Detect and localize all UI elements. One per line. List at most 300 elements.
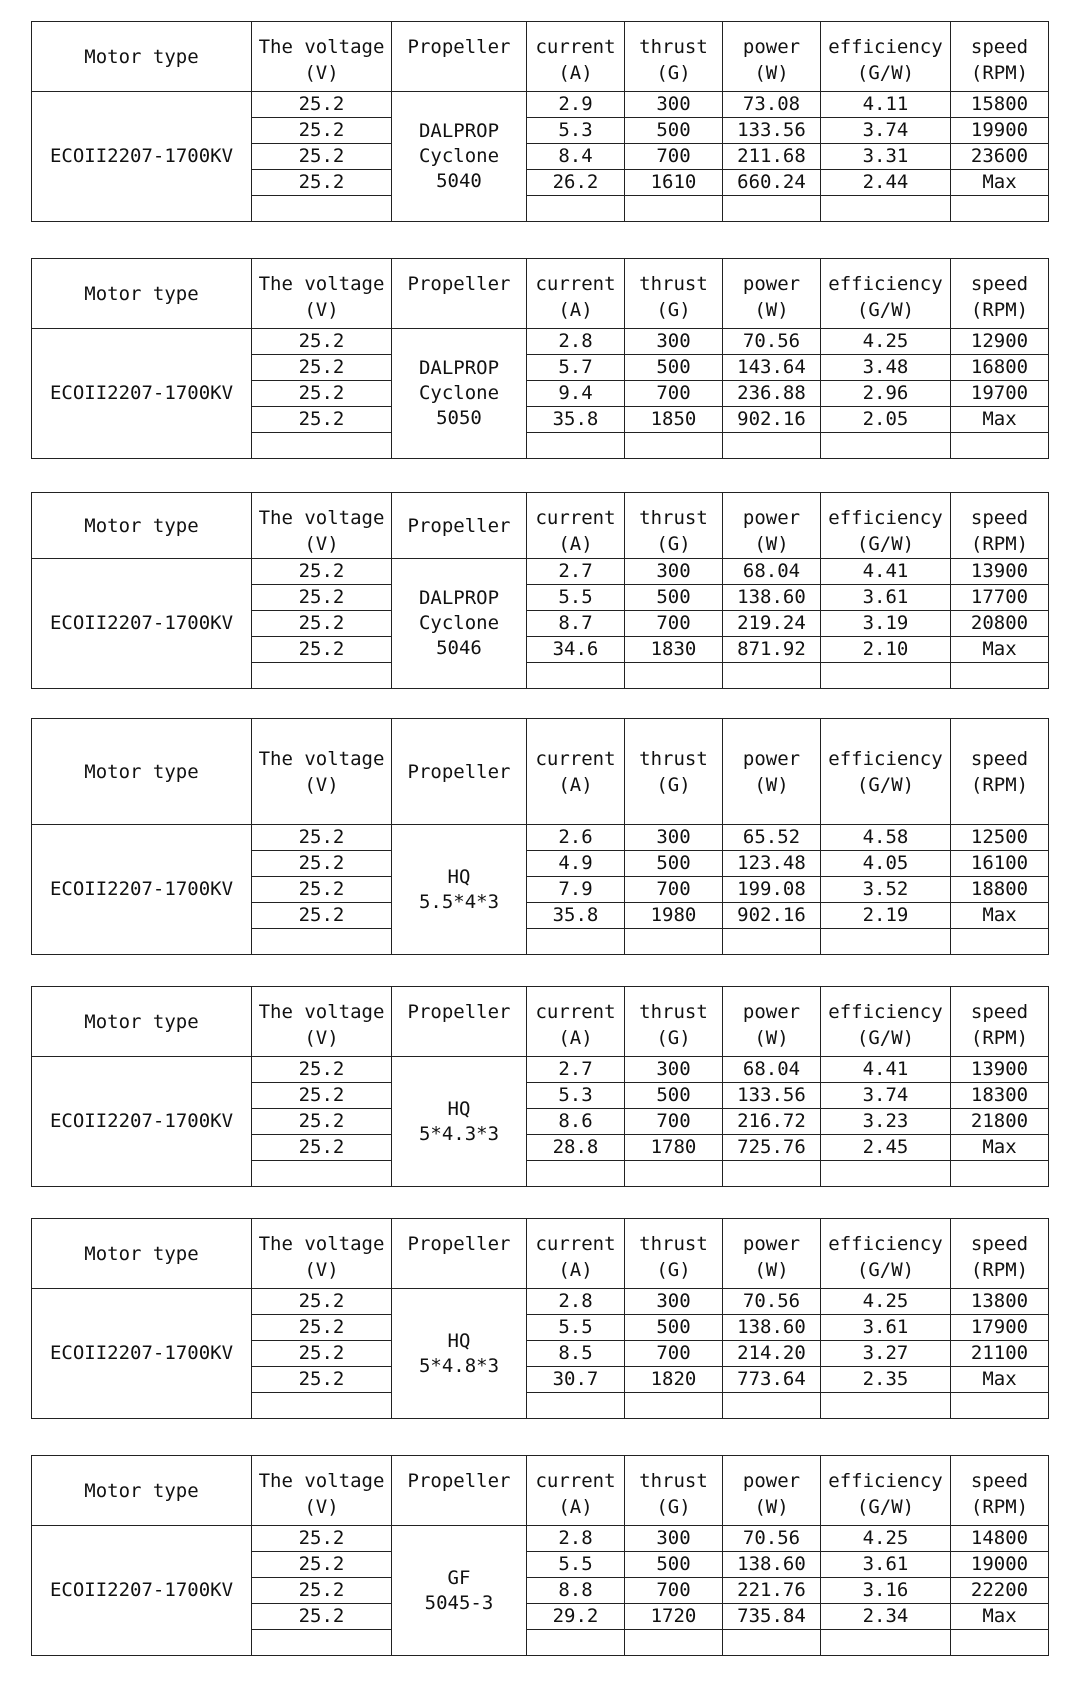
motor-model: ECOII2207-1700KV (32, 92, 252, 222)
efficiency-header (821, 1219, 951, 1289)
thrust-cell: 500 (625, 851, 723, 877)
thrust-cell: 300 (625, 329, 723, 355)
motor-model: ECOII2207-1700KV (32, 559, 252, 689)
speed-cell (951, 433, 1049, 459)
thrust-cell: 1980 (625, 903, 723, 929)
header-text: (G/W) (856, 1027, 915, 1049)
header-text: (G) (656, 299, 691, 321)
header-text: current (535, 1001, 616, 1023)
header-text: current (535, 1470, 616, 1492)
power-cell: 138.60 (723, 585, 821, 611)
speed-cell: 12500 (951, 825, 1049, 851)
motor-type-header (32, 22, 252, 92)
header-text: Propeller (407, 36, 511, 58)
header-text: (RPM) (970, 1027, 1029, 1049)
speed-cell: 18300 (951, 1083, 1049, 1109)
current-cell: 2.8 (527, 1526, 625, 1552)
speed-cell: 15800 (951, 92, 1049, 118)
thrust-cell: 700 (625, 1341, 723, 1367)
current-header (527, 259, 625, 329)
motor-type-header (32, 987, 252, 1057)
efficiency-header (821, 493, 951, 559)
current-cell: 2.9 (527, 92, 625, 118)
propeller-header (392, 987, 527, 1057)
efficiency-cell (821, 663, 951, 689)
header-text: (V) (304, 1259, 339, 1281)
voltage-header (252, 1219, 392, 1289)
thrust-cell: 1610 (625, 170, 723, 196)
voltage-cell: 25.2 (252, 1367, 392, 1393)
thrust-cell (625, 1630, 723, 1656)
header-text: efficiency (828, 747, 943, 770)
header-text: power (742, 1470, 801, 1492)
current-header (527, 987, 625, 1057)
power-cell: 65.52 (723, 825, 821, 851)
current-cell: 2.7 (527, 559, 625, 585)
header-text: power (742, 1233, 801, 1255)
speed-cell: 20800 (951, 611, 1049, 637)
header-text: (A) (558, 1259, 593, 1281)
efficiency-cell: 2.45 (821, 1135, 951, 1161)
header-text: Propeller (407, 1001, 511, 1023)
speed-cell: Max (951, 407, 1049, 433)
current-header (527, 493, 625, 559)
efficiency-header (821, 987, 951, 1057)
propeller-text: 5040 (436, 170, 482, 192)
voltage-header (252, 22, 392, 92)
header-text: (W) (754, 1259, 789, 1281)
header-text: (A) (558, 533, 593, 555)
speed-header (951, 493, 1049, 559)
efficiency-cell: 3.61 (821, 585, 951, 611)
power-cell: 236.88 (723, 381, 821, 407)
thrust-cell: 500 (625, 1315, 723, 1341)
header-text: (W) (754, 62, 789, 84)
motor-test-table (31, 21, 1049, 222)
power-cell: 199.08 (723, 877, 821, 903)
power-cell: 133.56 (723, 118, 821, 144)
power-cell: 133.56 (723, 1083, 821, 1109)
propeller-model (392, 1289, 527, 1419)
power-cell: 735.84 (723, 1604, 821, 1630)
speed-header (951, 987, 1049, 1057)
current-cell: 5.3 (527, 1083, 625, 1109)
header-text: thrust (639, 747, 708, 770)
header-text: (A) (558, 299, 593, 321)
propeller-text: 5046 (436, 637, 482, 659)
efficiency-cell: 2.96 (821, 381, 951, 407)
power-cell: 73.08 (723, 92, 821, 118)
efficiency-header (821, 1456, 951, 1526)
efficiency-cell: 4.41 (821, 559, 951, 585)
efficiency-cell: 4.58 (821, 825, 951, 851)
thrust-cell: 300 (625, 559, 723, 585)
speed-cell: 14800 (951, 1526, 1049, 1552)
header-text: (G) (656, 62, 691, 84)
power-header (723, 22, 821, 92)
efficiency-header (821, 719, 951, 825)
efficiency-cell: 2.10 (821, 637, 951, 663)
power-cell: 211.68 (723, 144, 821, 170)
header-text: (G) (656, 1259, 691, 1281)
header-text: current (535, 507, 616, 529)
current-header (527, 22, 625, 92)
efficiency-cell (821, 929, 951, 955)
voltage-cell: 25.2 (252, 611, 392, 637)
header-text: speed (970, 747, 1029, 770)
efficiency-cell: 3.48 (821, 355, 951, 381)
power-cell: 660.24 (723, 170, 821, 196)
efficiency-cell: 3.27 (821, 1341, 951, 1367)
propeller-model (392, 559, 527, 689)
speed-header (951, 22, 1049, 92)
current-cell: 8.4 (527, 144, 625, 170)
header-row (32, 1219, 1049, 1289)
header-text: Motor type (84, 514, 199, 537)
speed-cell: 17700 (951, 585, 1049, 611)
voltage-cell: 25.2 (252, 1578, 392, 1604)
header-text: thrust (639, 273, 708, 295)
header-text: Motor type (84, 1010, 199, 1033)
voltage-cell: 25.2 (252, 92, 392, 118)
header-text: power (742, 36, 801, 58)
efficiency-cell (821, 1393, 951, 1419)
header-text: (A) (558, 1027, 593, 1049)
efficiency-cell (821, 1630, 951, 1656)
power-cell: 138.60 (723, 1315, 821, 1341)
power-cell (723, 1630, 821, 1656)
motor-model: ECOII2207-1700KV (32, 825, 252, 955)
speed-header (951, 1219, 1049, 1289)
speed-cell: 13900 (951, 559, 1049, 585)
header-text: Propeller (407, 1233, 511, 1255)
thrust-cell: 1850 (625, 407, 723, 433)
header-row (32, 719, 1049, 825)
speed-cell: 16800 (951, 355, 1049, 381)
thrust-cell: 700 (625, 877, 723, 903)
thrust-cell: 1830 (625, 637, 723, 663)
propeller-header (392, 1219, 527, 1289)
efficiency-header (821, 22, 951, 92)
efficiency-cell: 3.74 (821, 118, 951, 144)
speed-header (951, 1456, 1049, 1526)
table-row (32, 1526, 1049, 1552)
motor-test-table (31, 718, 1049, 955)
header-text: (A) (558, 773, 593, 796)
propeller-model (392, 825, 527, 955)
efficiency-cell: 2.35 (821, 1367, 951, 1393)
voltage-cell: 25.2 (252, 1289, 392, 1315)
current-cell: 5.5 (527, 585, 625, 611)
thrust-header (625, 22, 723, 92)
current-header (527, 1219, 625, 1289)
voltage-cell: 25.2 (252, 637, 392, 663)
voltage-cell: 25.2 (252, 1315, 392, 1341)
efficiency-cell: 3.74 (821, 1083, 951, 1109)
motor-model: ECOII2207-1700KV (32, 1057, 252, 1187)
propeller-text: 5*4.3*3 (418, 1122, 500, 1145)
current-cell: 2.8 (527, 329, 625, 355)
power-header (723, 259, 821, 329)
header-text: power (742, 1001, 801, 1023)
header-text: (W) (754, 533, 789, 555)
power-cell (723, 1393, 821, 1419)
voltage-cell (252, 1393, 392, 1419)
power-cell: 138.60 (723, 1552, 821, 1578)
header-text: (V) (304, 533, 339, 555)
header-text: (W) (754, 1027, 789, 1049)
header-text: (G/W) (856, 299, 915, 321)
thrust-cell (625, 929, 723, 955)
thrust-cell: 500 (625, 1552, 723, 1578)
voltage-header (252, 493, 392, 559)
efficiency-cell: 4.41 (821, 1057, 951, 1083)
voltage-cell (252, 1161, 392, 1187)
propeller-text: 5050 (436, 407, 482, 429)
header-text: Motor type (84, 760, 199, 783)
efficiency-cell: 2.34 (821, 1604, 951, 1630)
header-text: thrust (639, 1001, 708, 1023)
voltage-cell: 25.2 (252, 1135, 392, 1161)
efficiency-cell: 2.19 (821, 903, 951, 929)
efficiency-cell: 3.61 (821, 1552, 951, 1578)
voltage-cell (252, 433, 392, 459)
voltage-cell (252, 929, 392, 955)
thrust-header (625, 987, 723, 1057)
propeller-text: GF (447, 1566, 471, 1589)
propeller-text: Cyclone (418, 145, 500, 167)
header-text: (V) (304, 1027, 339, 1049)
header-text: (RPM) (970, 1496, 1029, 1518)
header-text: current (535, 36, 616, 58)
header-text: Propeller (407, 273, 511, 295)
current-header (527, 1456, 625, 1526)
voltage-cell: 25.2 (252, 118, 392, 144)
power-cell: 214.20 (723, 1341, 821, 1367)
header-text: speed (970, 507, 1029, 529)
current-cell: 8.8 (527, 1578, 625, 1604)
header-text: The voltage (258, 507, 385, 529)
thrust-cell (625, 433, 723, 459)
current-cell: 2.6 (527, 825, 625, 851)
voltage-cell: 25.2 (252, 903, 392, 929)
efficiency-cell: 2.44 (821, 170, 951, 196)
voltage-cell: 25.2 (252, 851, 392, 877)
header-text: (A) (558, 1496, 593, 1518)
current-cell: 5.5 (527, 1315, 625, 1341)
power-header (723, 987, 821, 1057)
header-text: (G) (656, 1496, 691, 1518)
propeller-text: DALPROP (418, 120, 500, 142)
table-row (32, 825, 1049, 851)
speed-header (951, 719, 1049, 825)
voltage-cell: 25.2 (252, 329, 392, 355)
current-cell (527, 196, 625, 222)
thrust-cell: 1780 (625, 1135, 723, 1161)
motor-test-table (31, 258, 1049, 459)
header-text: power (742, 273, 801, 295)
header-text: (G/W) (856, 533, 915, 555)
efficiency-cell (821, 196, 951, 222)
motor-model: ECOII2207-1700KV (32, 1289, 252, 1419)
thrust-cell: 300 (625, 1526, 723, 1552)
header-text: efficiency (828, 1233, 943, 1255)
thrust-cell: 500 (625, 118, 723, 144)
speed-cell: Max (951, 170, 1049, 196)
thrust-cell: 300 (625, 92, 723, 118)
current-cell (527, 929, 625, 955)
power-cell: 221.76 (723, 1578, 821, 1604)
speed-cell: 18800 (951, 877, 1049, 903)
voltage-cell (252, 1630, 392, 1656)
table-row (32, 559, 1049, 585)
power-cell (723, 663, 821, 689)
power-cell: 68.04 (723, 559, 821, 585)
thrust-header (625, 259, 723, 329)
speed-cell (951, 929, 1049, 955)
thrust-cell (625, 663, 723, 689)
table-row (32, 1289, 1049, 1315)
voltage-cell: 25.2 (252, 381, 392, 407)
efficiency-cell: 3.16 (821, 1578, 951, 1604)
speed-cell (951, 663, 1049, 689)
header-text: The voltage (258, 1001, 385, 1023)
propeller-model (392, 329, 527, 459)
table-row (32, 329, 1049, 355)
propeller-header (392, 1456, 527, 1526)
propeller-model (392, 92, 527, 222)
power-cell: 773.64 (723, 1367, 821, 1393)
current-cell (527, 433, 625, 459)
header-text: power (742, 747, 801, 770)
header-text: efficiency (828, 507, 943, 529)
propeller-model (392, 1057, 527, 1187)
power-header (723, 1456, 821, 1526)
propeller-header (392, 493, 527, 559)
power-cell: 70.56 (723, 1289, 821, 1315)
current-cell (527, 1393, 625, 1419)
voltage-cell: 25.2 (252, 170, 392, 196)
speed-cell: 19000 (951, 1552, 1049, 1578)
speed-cell: 23600 (951, 144, 1049, 170)
header-text: (V) (304, 299, 339, 321)
thrust-cell: 700 (625, 1109, 723, 1135)
efficiency-cell (821, 1161, 951, 1187)
header-text: (W) (754, 299, 789, 321)
header-text: The voltage (258, 747, 385, 770)
thrust-cell: 300 (625, 1057, 723, 1083)
voltage-cell: 25.2 (252, 355, 392, 381)
motor-model: ECOII2207-1700KV (32, 1526, 252, 1656)
efficiency-cell: 3.52 (821, 877, 951, 903)
current-cell: 35.8 (527, 903, 625, 929)
thrust-cell (625, 1161, 723, 1187)
thrust-cell: 700 (625, 144, 723, 170)
header-text: (G) (656, 533, 691, 555)
current-cell: 29.2 (527, 1604, 625, 1630)
power-cell (723, 1161, 821, 1187)
header-text: Motor type (84, 1242, 199, 1265)
efficiency-cell: 3.23 (821, 1109, 951, 1135)
power-cell (723, 433, 821, 459)
voltage-cell: 25.2 (252, 825, 392, 851)
header-text: (RPM) (970, 533, 1029, 555)
thrust-cell: 500 (625, 1083, 723, 1109)
speed-cell (951, 1161, 1049, 1187)
power-cell: 70.56 (723, 1526, 821, 1552)
efficiency-header (821, 259, 951, 329)
power-cell: 216.72 (723, 1109, 821, 1135)
header-text: current (535, 273, 616, 295)
speed-cell: 19900 (951, 118, 1049, 144)
header-text: Motor type (84, 1479, 199, 1502)
propeller-text: Cyclone (418, 382, 500, 404)
header-text: speed (970, 1233, 1029, 1255)
thrust-cell: 700 (625, 381, 723, 407)
header-text: Motor type (84, 282, 199, 305)
header-row (32, 1456, 1049, 1526)
header-text: efficiency (828, 36, 943, 58)
current-cell: 5.3 (527, 118, 625, 144)
header-row (32, 493, 1049, 559)
power-cell: 871.92 (723, 637, 821, 663)
current-cell: 5.7 (527, 355, 625, 381)
speed-cell: 17900 (951, 1315, 1049, 1341)
voltage-cell: 25.2 (252, 585, 392, 611)
propeller-text: DALPROP (418, 357, 500, 379)
power-header (723, 493, 821, 559)
header-text: speed (970, 1001, 1029, 1023)
thrust-header (625, 1219, 723, 1289)
header-text: (G/W) (856, 1496, 915, 1518)
current-cell: 8.6 (527, 1109, 625, 1135)
header-text: efficiency (828, 273, 943, 295)
thrust-header (625, 719, 723, 825)
speed-cell (951, 196, 1049, 222)
power-cell: 70.56 (723, 329, 821, 355)
header-text: current (535, 747, 616, 770)
efficiency-cell: 3.19 (821, 611, 951, 637)
voltage-header (252, 1456, 392, 1526)
voltage-header (252, 987, 392, 1057)
current-cell: 8.5 (527, 1341, 625, 1367)
thrust-header (625, 493, 723, 559)
propeller-text: 5045-3 (424, 1591, 494, 1614)
propeller-text: Cyclone (418, 612, 500, 634)
header-row (32, 259, 1049, 329)
power-header (723, 719, 821, 825)
header-text: thrust (639, 1470, 708, 1492)
power-cell: 902.16 (723, 903, 821, 929)
power-cell: 123.48 (723, 851, 821, 877)
efficiency-cell: 4.25 (821, 1526, 951, 1552)
propeller-text: 5*4.8*3 (418, 1354, 500, 1377)
header-text: speed (970, 36, 1029, 58)
header-text: Propeller (407, 514, 511, 537)
voltage-cell: 25.2 (252, 407, 392, 433)
efficiency-cell: 3.61 (821, 1315, 951, 1341)
table-row (32, 1057, 1049, 1083)
header-text: efficiency (828, 1001, 943, 1023)
thrust-cell: 700 (625, 1578, 723, 1604)
motor-type-header (32, 1219, 252, 1289)
current-cell: 28.8 (527, 1135, 625, 1161)
header-text: thrust (639, 1233, 708, 1255)
efficiency-cell: 3.31 (821, 144, 951, 170)
power-cell: 725.76 (723, 1135, 821, 1161)
power-header (723, 1219, 821, 1289)
header-text: (RPM) (970, 299, 1029, 321)
